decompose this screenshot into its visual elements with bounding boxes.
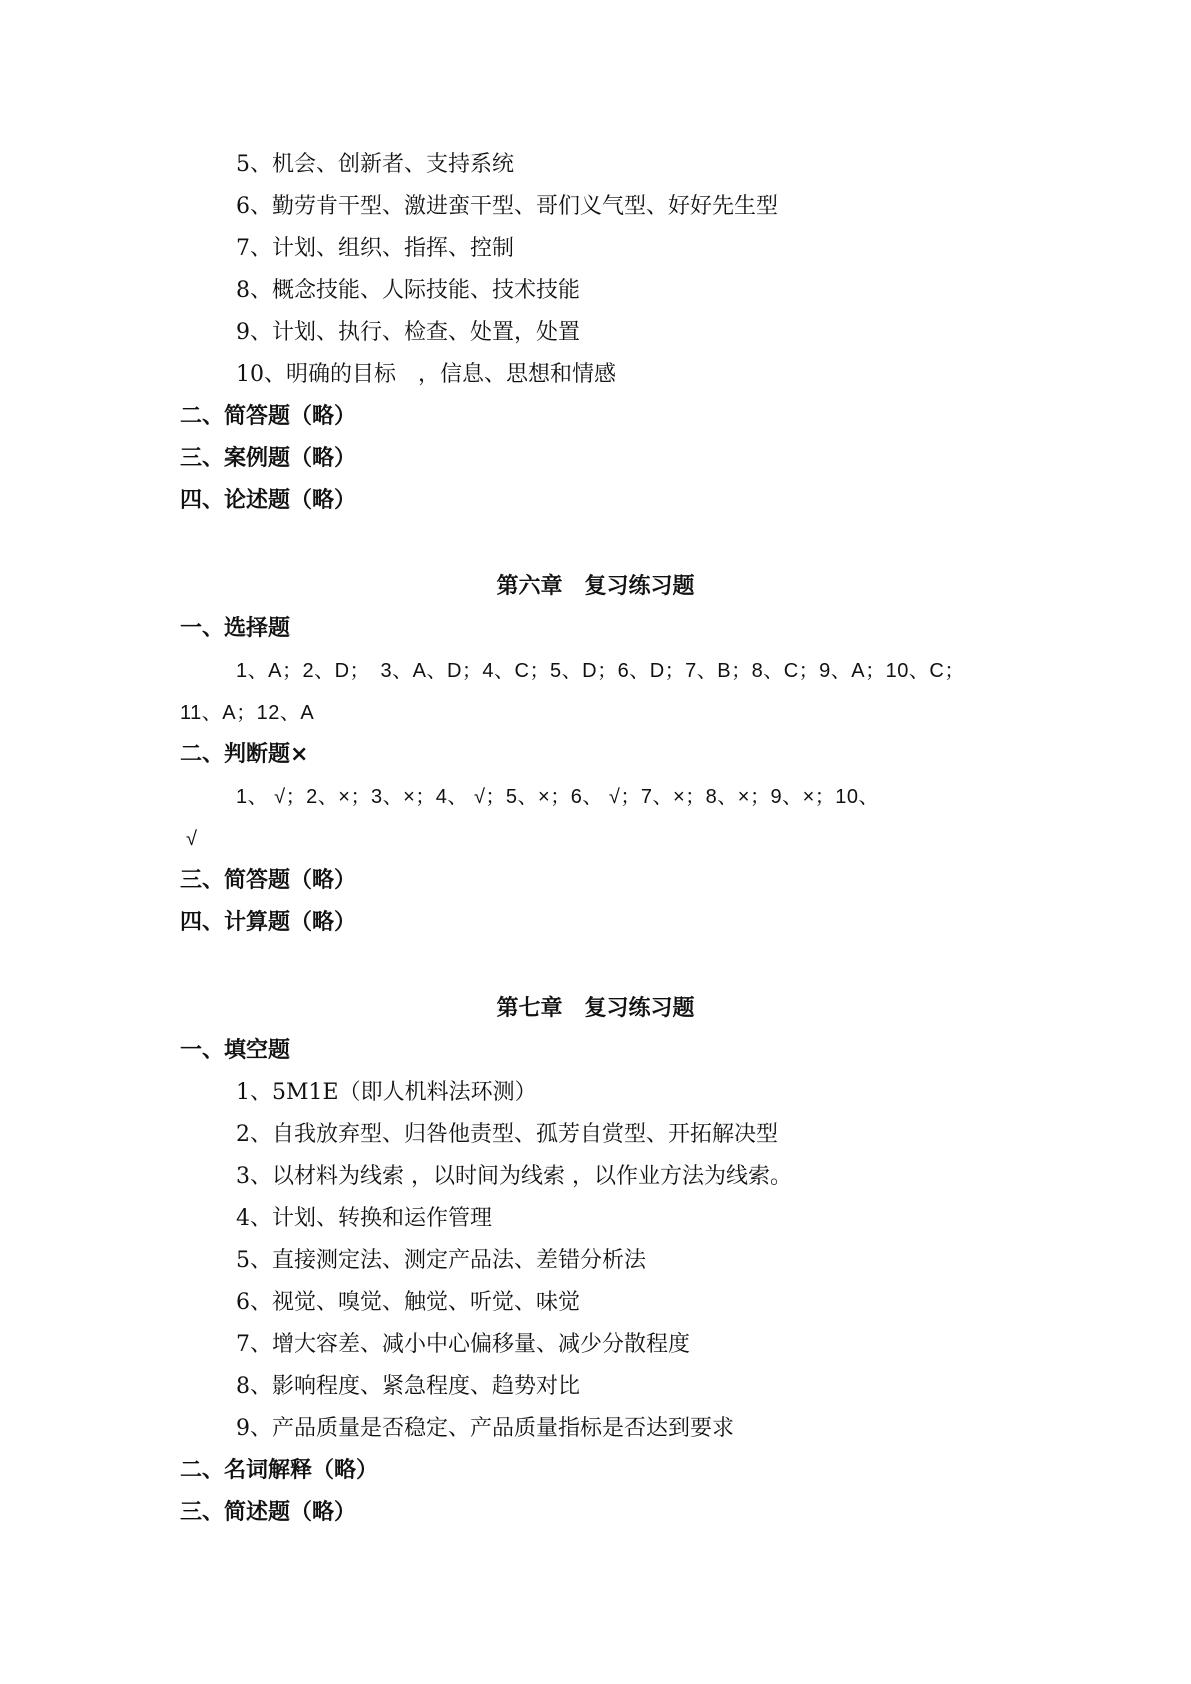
section-heading: 三、简述题（略）	[180, 1500, 357, 1525]
section-heading: 四、论述题（略）	[180, 488, 357, 513]
answer-item: 6、勤劳肯干型、激进蛮干型、哥们义气型、好好先生型	[236, 194, 778, 219]
answer-line: √	[186, 828, 198, 850]
answer-item: 1、5M1E（即人机料法环测）	[236, 1080, 537, 1105]
chapter-title: 第六章 复习练习题	[496, 574, 695, 599]
section-heading: 四、计算题（略）	[180, 910, 357, 935]
section-heading: 三、简答题（略）	[180, 868, 357, 893]
chapter-title: 第七章 复习练习题	[496, 996, 695, 1021]
answer-line: 1、 √；2、×；3、×；4、 √；5、×；6、 √；7、×；8、×；9、×；10、	[236, 786, 880, 808]
answer-line: 11、A；12、A	[180, 702, 315, 724]
section-heading: 三、案例题（略）	[180, 446, 357, 471]
section-heading: 一、填空题	[180, 1038, 291, 1063]
section-heading: 二、名词解释（略）	[180, 1458, 379, 1483]
answer-item: 2、自我放弃型、归咎他责型、孤芳自赏型、开拓解决型	[236, 1122, 778, 1147]
answer-item: 9、产品质量是否稳定、产品质量指标是否达到要求	[236, 1416, 734, 1441]
answer-line: 1、A；2、D； 3、A、D；4、C；5、D；6、D；7、B；8、C；9、A；10、C；	[236, 660, 965, 682]
answer-item: 7、计划、组织、指挥、控制	[236, 236, 514, 261]
section-heading: 一、选择题	[180, 616, 291, 641]
answer-item: 9、计划、执行、检查、处置，处置	[236, 320, 580, 345]
answer-item: 7、增大容差、减小中心偏移量、减少分散程度	[236, 1332, 690, 1357]
section-heading: 二、简答题（略）	[180, 404, 357, 429]
section-heading: 二、判断题×	[180, 742, 309, 767]
answer-item: 10、明确的目标 ，信息、思想和情感	[236, 362, 616, 387]
answer-item: 5、机会、创新者、支持系统	[236, 152, 514, 177]
answer-item: 6、视觉、嗅觉、触觉、听觉、味觉	[236, 1290, 580, 1315]
answer-item: 8、影响程度、紧急程度、趋势对比	[236, 1374, 580, 1399]
answer-item: 3、以材料为线索 ，以时间为线索 ，以作业方法为线索。	[236, 1164, 792, 1189]
answer-item: 5、直接测定法、测定产品法、差错分析法	[236, 1248, 646, 1273]
answer-item: 8、概念技能、人际技能、技术技能	[236, 278, 580, 303]
answer-item: 4、计划、转换和运作管理	[236, 1206, 492, 1231]
